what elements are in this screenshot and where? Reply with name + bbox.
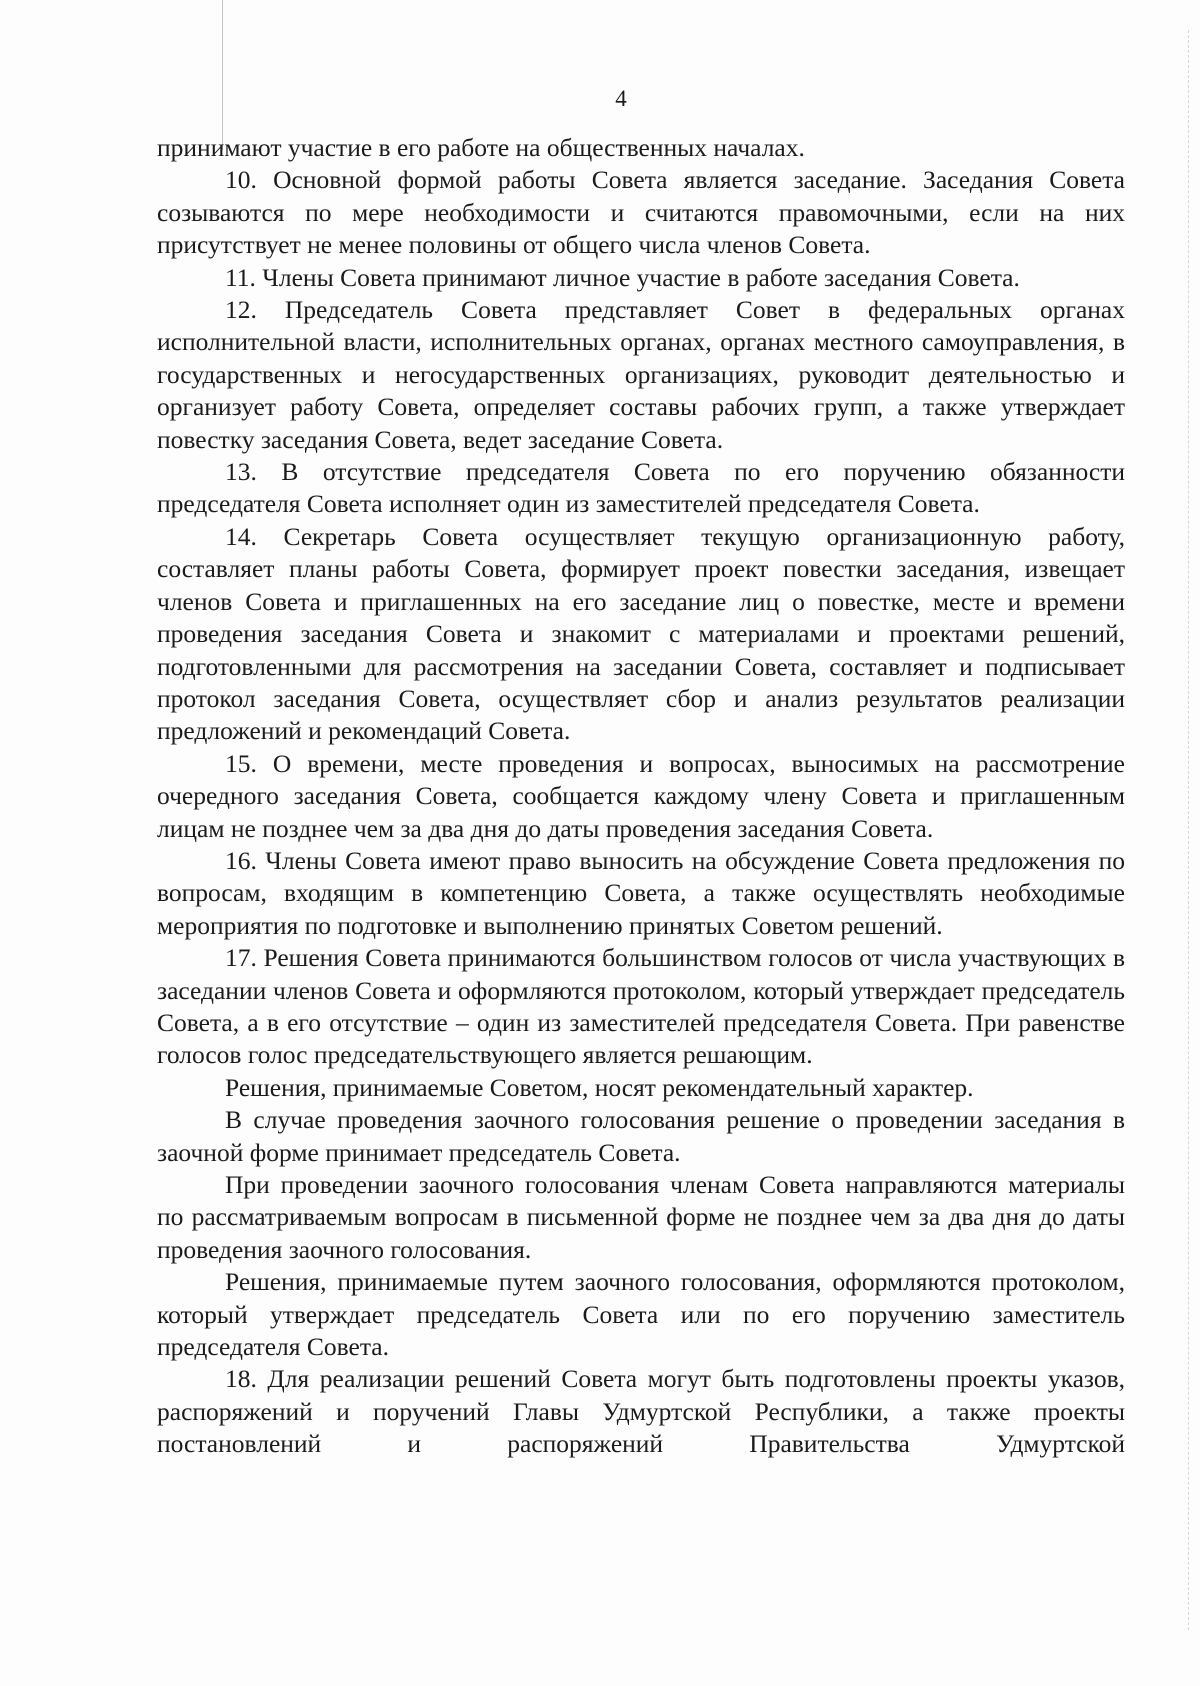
paragraph-item-15: 15. О времени, месте проведения и вопросах, выносимых на рассмотрение очередного заседания Совета, сообщается каждому члену Совета и приглашенным лицам не позднее чем за два дня до даты проведения заседания Совета. [157,748,1125,843]
paragraph-absentee-vote-protocol: Решения, принимаемые путем заочного голосования, оформляются протоколом, который утверждает председатель Совета или по его поручению заместитель председателя Совета. [157,1267,1125,1362]
scan-edge-line [1188,30,1190,1630]
paragraph-item-12: 12. Председатель Совета представляет Совет в федеральных органах исполнительной власти, исполнительных органах, органах местного самоуправления, в государственных и негосударственных организациях, руководит деятельностью и организует работу Совета, определяет составы рабочих групп, а также утверждает повестку заседания Совета, ведет заседание Совета. [157,295,1125,454]
paragraph-decisions-advisory: Решения, принимаемые Советом, носят рекомендательный характер. [225,1072,974,1102]
scan-edge-line [222,0,223,150]
paragraph-item-14: 14. Секретарь Совета осуществляет текущую организационную работу, составляет планы работы Совета, формирует проект повестки заседания, извещает членов Совета и приглашенных на его заседание лиц о повестке, месте и времени проведения заседания Совета и знакомит с материалами и проектами решений, подготовленными для рассмотрения на заседании Совета, составляет и подписывает протокол заседания Совета, осуществляет сбор и анализ результатов реализации предложений и рекомендаций Совета. [157,521,1125,746]
paragraph-item-18: 18. Для реализации решений Совета могут быть подготовлены проекты указов, распоряжений и поручений Главы Удмуртской Республики, а также проекты постановлений и распоряжений Правительства Удмуртской [157,1364,1125,1459]
paragraph-absentee-vote-materials: При проведении заочного голосования членам Совета направляются материалы по рассматриваемым вопросам в письменной форме не позднее чем за два дня до даты проведения заочного голосования. [157,1170,1125,1264]
paragraph-item-11: 11. Члены Совета принимают личное участие в работе заседания Совета. [225,262,1020,292]
document-body [157,132,1125,1461]
paragraph-continuation: принимают участие в его работе на общественных началах. [157,133,805,162]
paragraph-item-10: 10. Основной формой работы Совета является заседание. Заседания Совета созываются по мере необходимости и считаются правомочными, если на них присутствует не менее половины от общего числа членов Совета. [157,165,1125,260]
paragraph-item-17: 17. Решения Совета принимаются большинством голосов от числа участвующих в заседании членов Совета и оформляются протоколом, который утверждает председатель Совета, а в его отсутствие – один из заместителей председателя Совета. При равенстве голосов голос председательствующего является решающим. [157,943,1125,1070]
paragraph-absentee-vote-decision: В случае проведения заочного голосования решение о проведении заседания в заочной форме принимает председатель Совета. [157,1105,1125,1167]
paragraph-item-13: 13. В отсутствие председателя Совета по его поручению обязанности председателя Совета исполняет один из заместителей председателя Совета. [157,457,1125,519]
paragraph-item-16: 16. Члены Совета имеют право выносить на обсуждение Совета предложения по вопросам, входящим в компетенцию Совета, а также осуществлять необходимые мероприятия по подготовке и выполнению принятых Советом решений. [157,845,1125,940]
page-number: 4 [615,86,627,111]
